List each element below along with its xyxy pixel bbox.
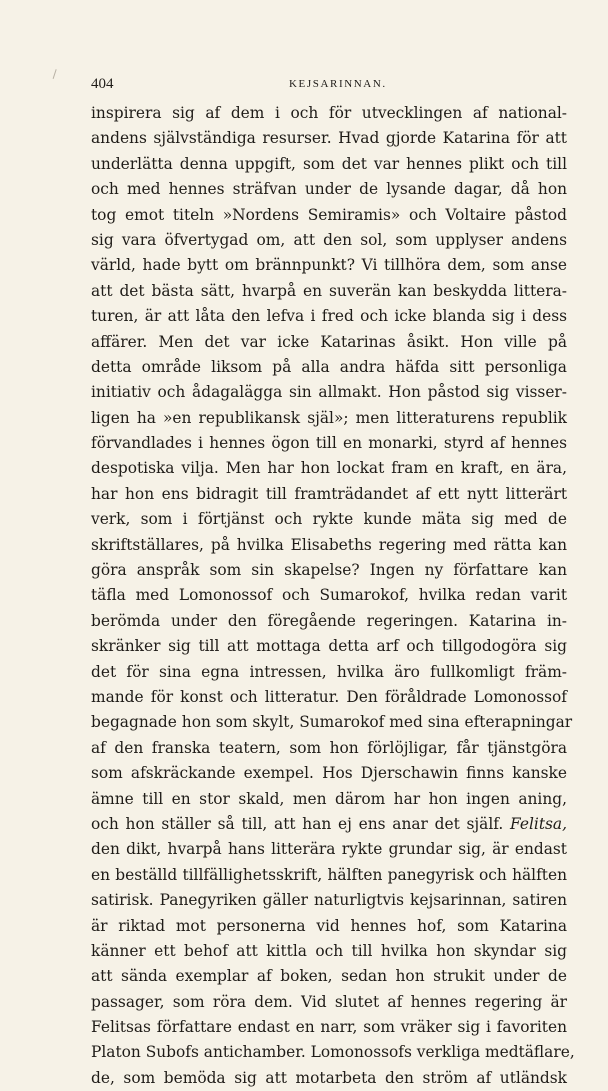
text-line: satirisk. Panegyriken gäller naturligtvis kejsarinnan, satiren — [91, 891, 567, 910]
text-line: att det bästa sätt, hvarpå en suverän kan beskydda littera- — [91, 281, 567, 300]
text-line: det för sina egna intressen, hvilka äro fullkomligt främ- — [91, 662, 567, 681]
text-line: känner ett behof att kittla och till hvilka hon skyndar sig — [91, 941, 567, 960]
text-line: skriftställares, på hvilka Elisabeths regering med rätta kan — [91, 535, 567, 554]
text-line-with-italic — [91, 812, 567, 837]
text-line: berömda under den föregående regeringen. Katarina in- — [91, 611, 567, 630]
text-line: andens självständiga resurser. Hvad gjorde Katarina för att — [91, 129, 567, 148]
text-line: verk, som i förtjänst och rykte kunde mäta sig med de — [91, 510, 567, 529]
body-text — [91, 101, 575, 1091]
text-line: mande för konst och litteratur. Den föråldrade Lomonossof — [91, 687, 567, 706]
text-line: tog emot titeln »Nordens Semiramis» och Voltaire påstod — [91, 205, 567, 224]
margin-mark — [53, 69, 63, 81]
text-line: ligen ha »en republikansk själ»; men litteraturens republik — [91, 408, 567, 427]
text-line: inspirera sig af dem i och för utvecklingen af national- — [91, 104, 567, 122]
text-line: som afskräckande exempel. Hos Djerschawin finns kanske — [91, 764, 567, 783]
text-line: sig vara öfvertygad om, att den sol, som upplyser andens — [91, 230, 567, 249]
text-line: skränker sig till att mottaga detta arf och tillgodogöra sig — [91, 637, 567, 656]
text-segment: och hon ställer så till, att han ej ens anar det själf. — [91, 814, 504, 833]
text-line: är riktad mot personerna vid hennes hof, som Katarina — [91, 916, 567, 935]
text-line: underlätta denna uppgift, som det var hennes plikt och till — [91, 154, 567, 173]
text-line: de, som bemöda sig att motarbeta den ström af utländsk — [91, 1068, 567, 1087]
text-line: göra anspråk som sin skapelse? Ingen ny författare kan — [91, 561, 567, 580]
page-number: 404 — [91, 76, 114, 92]
text-line: begagnade hon som skylt, Sumarokof med sina efterapningar — [91, 713, 573, 732]
text-line: despotiska vilja. Men har hon lockat fram en kraft, en ära, — [91, 459, 567, 478]
text-line: Platon Subofs antichamber. Lomonossofs verkliga medtäflare, — [91, 1043, 575, 1062]
text-line: och med hennes sträfvan under de lysande dagar, då hon — [91, 180, 567, 199]
text-line: turen, är att låta den lefva i fred och icke blanda sig i dess — [91, 307, 567, 326]
text-line: passager, som röra dem. Vid slutet af hennes regering är — [91, 992, 567, 1011]
italic-title: Felitsa, — [510, 814, 567, 833]
text-line: affärer. Men det var icke Katarinas åsikt. Hon ville på — [91, 332, 567, 351]
text-line: täfla med Lomonossof och Sumarokof, hvilka redan varit — [91, 586, 567, 605]
text-line: att sända exemplar af boken, sedan hon strukit under de — [91, 967, 567, 986]
text-line: initiativ och ådagalägga sin allmakt. Hon påstod sig visser- — [91, 383, 567, 402]
text-line: Felitsas författare endast en narr, som vräker sig i favoriten — [91, 1018, 567, 1037]
text-line: värld, hade bytt om brännpunkt? Vi tillhöra dem, som anse — [91, 256, 567, 275]
text-line: af den franska teatern, som hon förlöjligar, får tjänstgöra — [91, 738, 567, 757]
text-line: detta område liksom på alla andra häfda sitt personliga — [91, 357, 567, 376]
page-header — [91, 76, 567, 98]
running-title: KEJSARINNAN. — [289, 78, 387, 90]
text-line: ämne till en stor skald, men därom har hon ingen aning, — [91, 789, 567, 808]
text-line: förvandlades i hennes ögon till en monarki, styrd af hennes — [91, 434, 567, 453]
text-line: den dikt, hvarpå hans litterära rykte grundar sig, är endast — [91, 840, 567, 859]
text-line: en beställd tillfällighetsskrift, hälften panegyrisk och hälften — [91, 865, 567, 884]
text-line: har hon ens bidragit till framträdandet af ett nytt litterärt — [91, 484, 567, 503]
